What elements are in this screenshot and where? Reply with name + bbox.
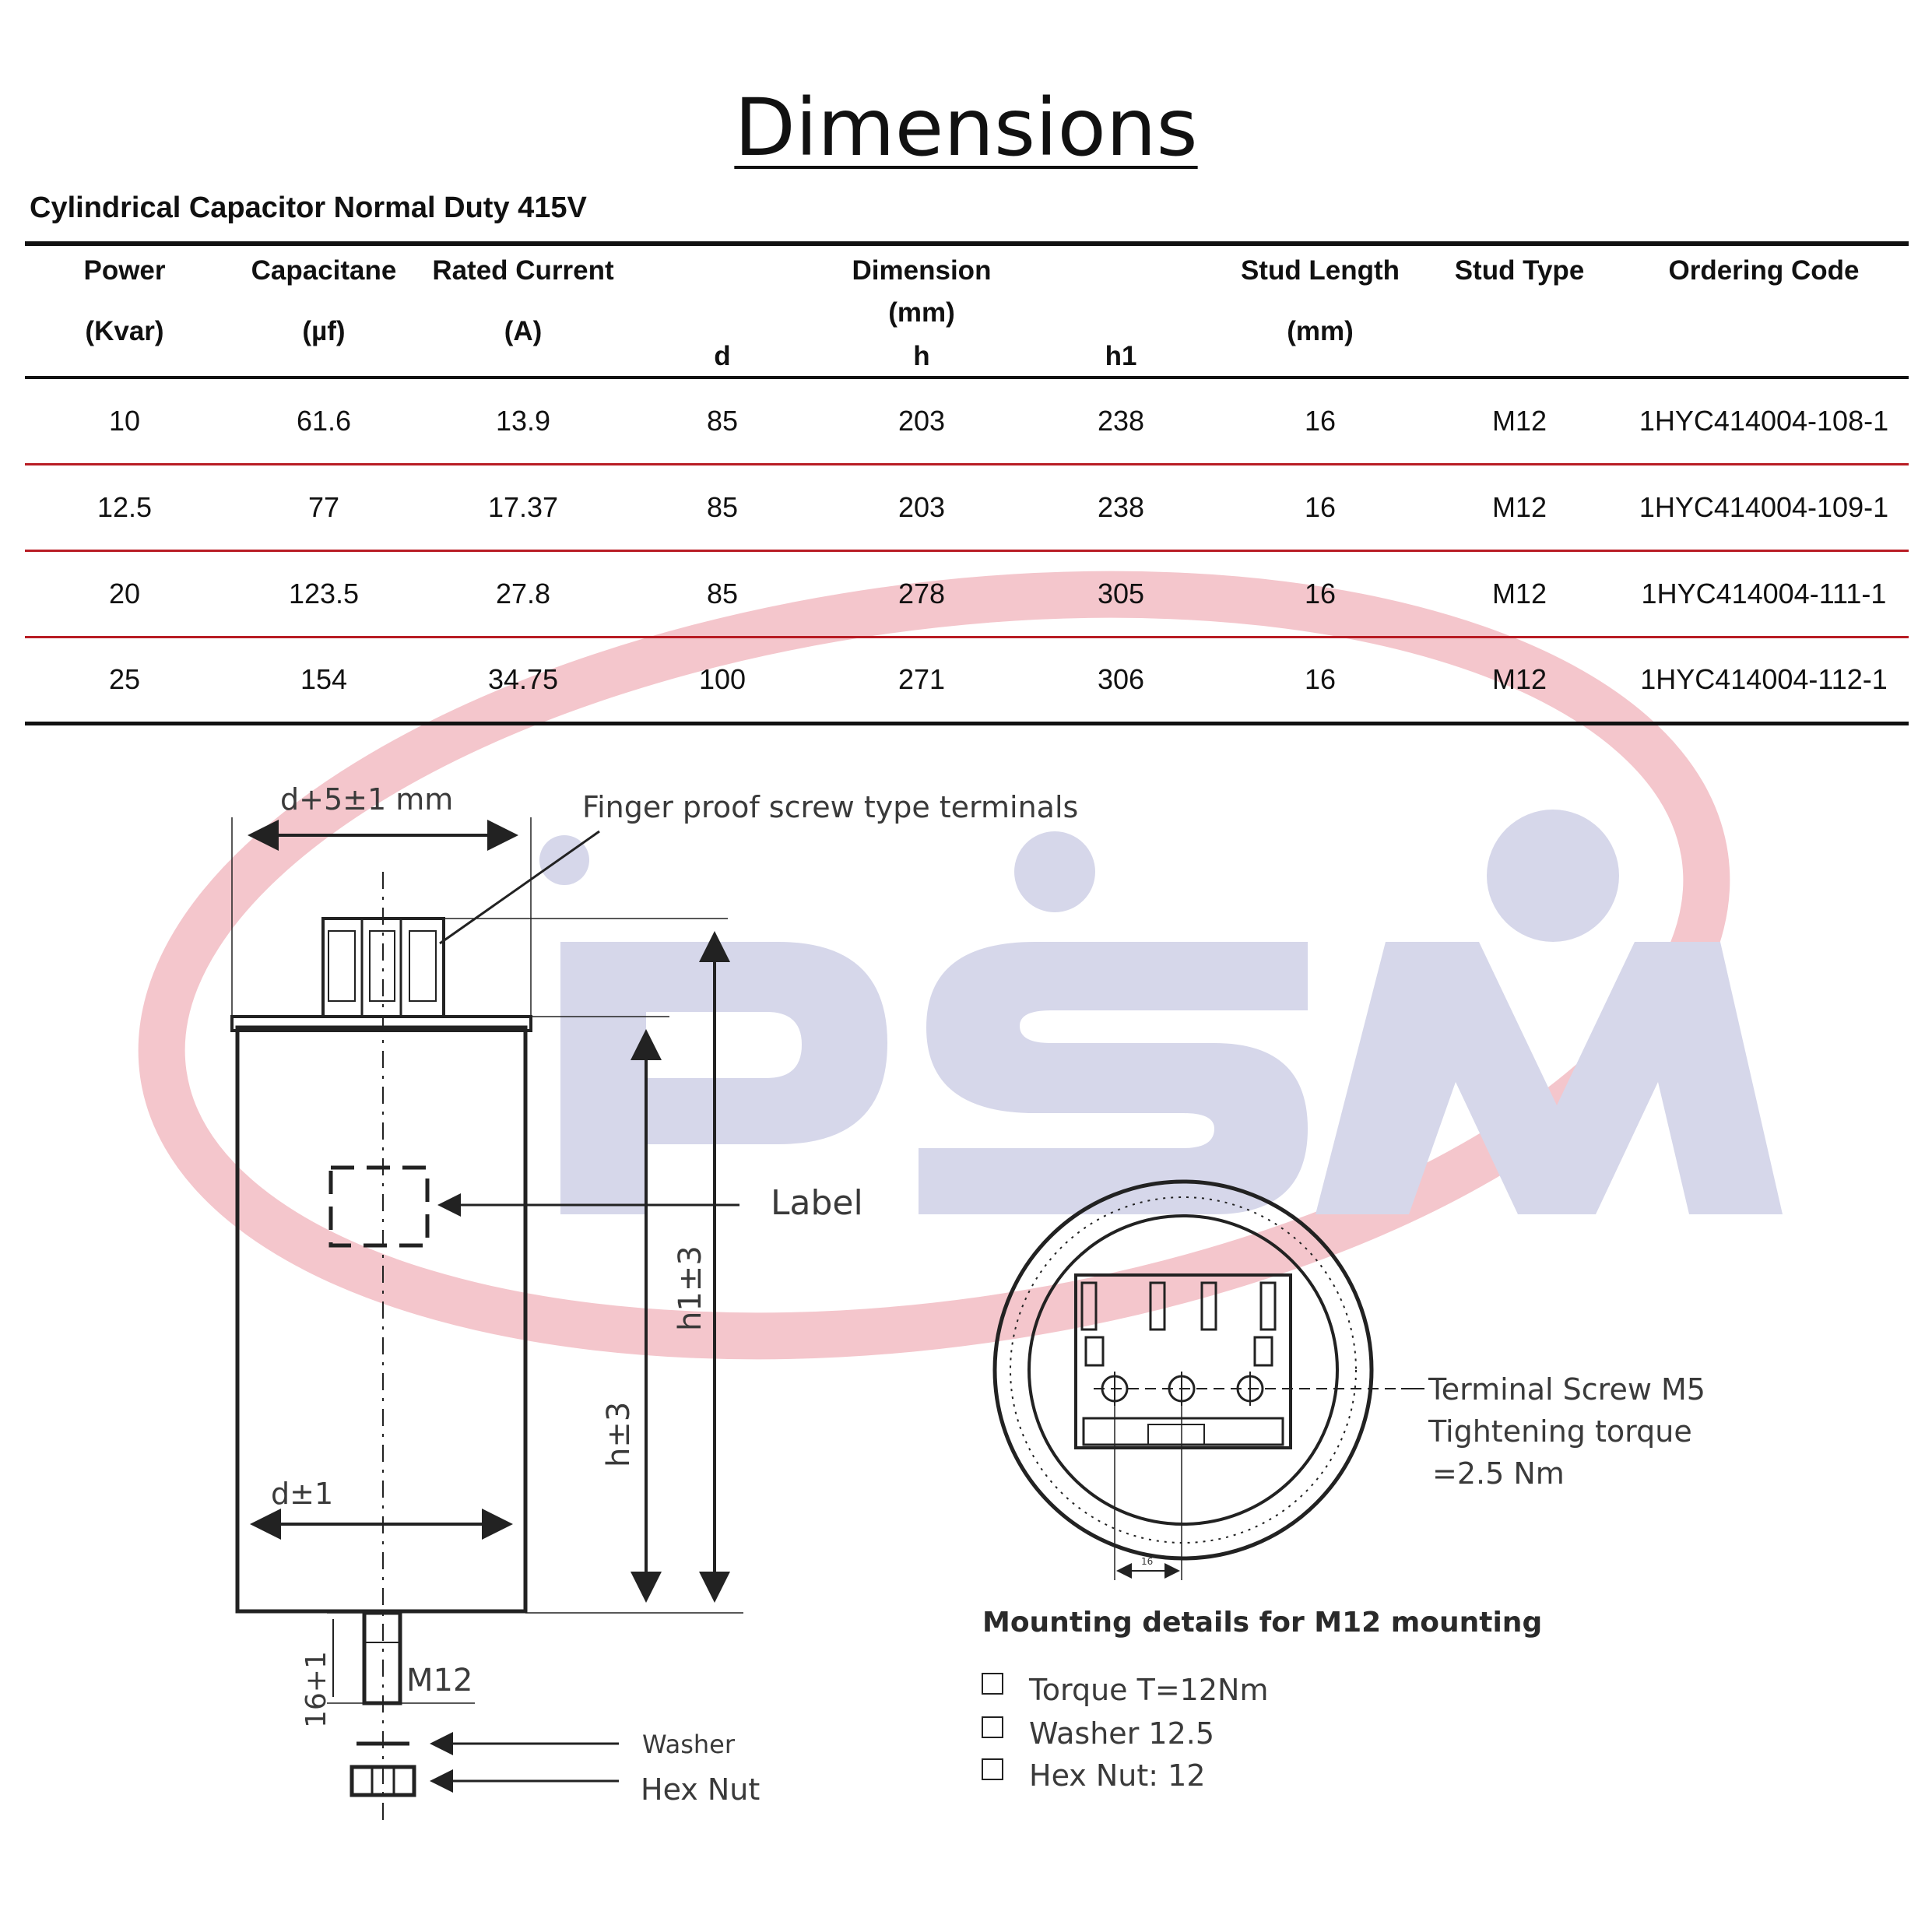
col-stud-type: Stud Type bbox=[1454, 255, 1585, 286]
cell-stud-type: M12 bbox=[1491, 490, 1547, 523]
col-d: d bbox=[714, 341, 731, 371]
cell-power: 25 bbox=[108, 663, 141, 695]
cell-capacitance: 123.5 bbox=[288, 577, 360, 609]
cell-current: 13.9 bbox=[495, 404, 551, 437]
page-title: Dimensions bbox=[734, 82, 1198, 174]
top-view-dotted bbox=[1010, 1197, 1356, 1543]
cell-h1: 305 bbox=[1097, 577, 1145, 609]
terminal-screw-label: Terminal Screw M5 bbox=[1428, 1372, 1705, 1407]
cell-current: 27.8 bbox=[495, 577, 551, 609]
cell-h: 203 bbox=[898, 404, 946, 437]
col-rated-current: Rated Current (A) bbox=[432, 255, 614, 346]
table-subtitle: Cylindrical Capacitor Normal Duty 415V bbox=[30, 191, 587, 224]
cell-stud-type: M12 bbox=[1491, 404, 1547, 437]
mount-nut-label: Hex Nut: 12 bbox=[1029, 1758, 1206, 1793]
cell-stud-length: 16 bbox=[1304, 404, 1337, 437]
col-capacitance: Capacitane (µf) bbox=[251, 255, 397, 346]
cell-h1: 238 bbox=[1097, 490, 1145, 523]
washer-checkbox bbox=[982, 1717, 1003, 1737]
cell-d: 85 bbox=[706, 577, 739, 609]
col-h: h bbox=[913, 341, 930, 371]
cell-code: 1HYC414004-108-1 bbox=[1639, 404, 1889, 437]
cell-current: 17.37 bbox=[487, 490, 559, 523]
stud-length-label: 16+1 bbox=[300, 1651, 332, 1728]
h1-label: h1±3 bbox=[673, 1245, 708, 1331]
top-view-terminal-block bbox=[1076, 1275, 1291, 1448]
label-text: Label bbox=[771, 1183, 863, 1223]
col-h1: h1 bbox=[1105, 341, 1137, 371]
cell-power: 12.5 bbox=[97, 490, 153, 523]
cell-code: 1HYC414004-112-1 bbox=[1640, 663, 1888, 695]
cell-code: 1HYC414004-109-1 bbox=[1639, 490, 1889, 523]
cell-capacitance: 154 bbox=[300, 663, 348, 695]
cell-stud-length: 16 bbox=[1304, 577, 1337, 609]
cell-code: 1HYC414004-111-1 bbox=[1641, 577, 1887, 609]
cell-current: 34.75 bbox=[487, 663, 559, 695]
cell-stud-length: 16 bbox=[1304, 663, 1337, 695]
cell-stud-length: 16 bbox=[1304, 490, 1337, 523]
cell-h: 278 bbox=[898, 577, 946, 609]
terminals-leader bbox=[440, 831, 599, 943]
mounting-title: Mounting details for M12 mounting bbox=[982, 1607, 1543, 1639]
nut-checkbox bbox=[982, 1759, 1003, 1779]
cell-d: 85 bbox=[706, 404, 739, 437]
stud-label: M12 bbox=[406, 1663, 473, 1698]
torque-line-label: Tightening torque bbox=[1428, 1414, 1692, 1449]
cell-h1: 306 bbox=[1097, 663, 1145, 695]
d-label: d±1 bbox=[271, 1477, 334, 1511]
terminals-label: Finger proof screw type terminals bbox=[582, 790, 1079, 824]
label-marker bbox=[331, 1168, 427, 1245]
torque-value-label: =2.5 Nm bbox=[1432, 1456, 1565, 1491]
dimension-header: Dimension bbox=[852, 255, 992, 286]
cell-stud-type: M12 bbox=[1491, 577, 1547, 609]
col-ordering-code: Ordering Code bbox=[1668, 255, 1860, 286]
washer-label: Washer bbox=[642, 1730, 735, 1759]
top-width-label: d+5±1 mm bbox=[280, 782, 454, 817]
pitch-label: 16 bbox=[1141, 1556, 1154, 1567]
cell-d: 100 bbox=[698, 663, 746, 695]
cell-h: 271 bbox=[898, 663, 946, 695]
col-stud-length: Stud Length (mm) bbox=[1240, 255, 1400, 346]
cell-power: 20 bbox=[108, 577, 141, 609]
cell-h: 203 bbox=[898, 490, 946, 523]
torque-checkbox bbox=[982, 1674, 1003, 1694]
hex-nut-label: Hex Nut bbox=[641, 1772, 761, 1807]
cell-h1: 238 bbox=[1097, 404, 1145, 437]
h-label: h±3 bbox=[601, 1401, 637, 1467]
col-power: Power (Kvar) bbox=[83, 255, 166, 346]
mount-torque-label: Torque T=12Nm bbox=[1029, 1673, 1269, 1707]
cell-d: 85 bbox=[706, 490, 739, 523]
cell-power: 10 bbox=[108, 404, 141, 437]
dimension-unit: (mm) bbox=[888, 297, 955, 328]
cell-stud-type: M12 bbox=[1491, 663, 1547, 695]
mount-washer-label: Washer 12.5 bbox=[1029, 1716, 1215, 1751]
top-view-outer bbox=[995, 1182, 1372, 1558]
cell-capacitance: 61.6 bbox=[296, 404, 352, 437]
cell-capacitance: 77 bbox=[307, 490, 340, 523]
